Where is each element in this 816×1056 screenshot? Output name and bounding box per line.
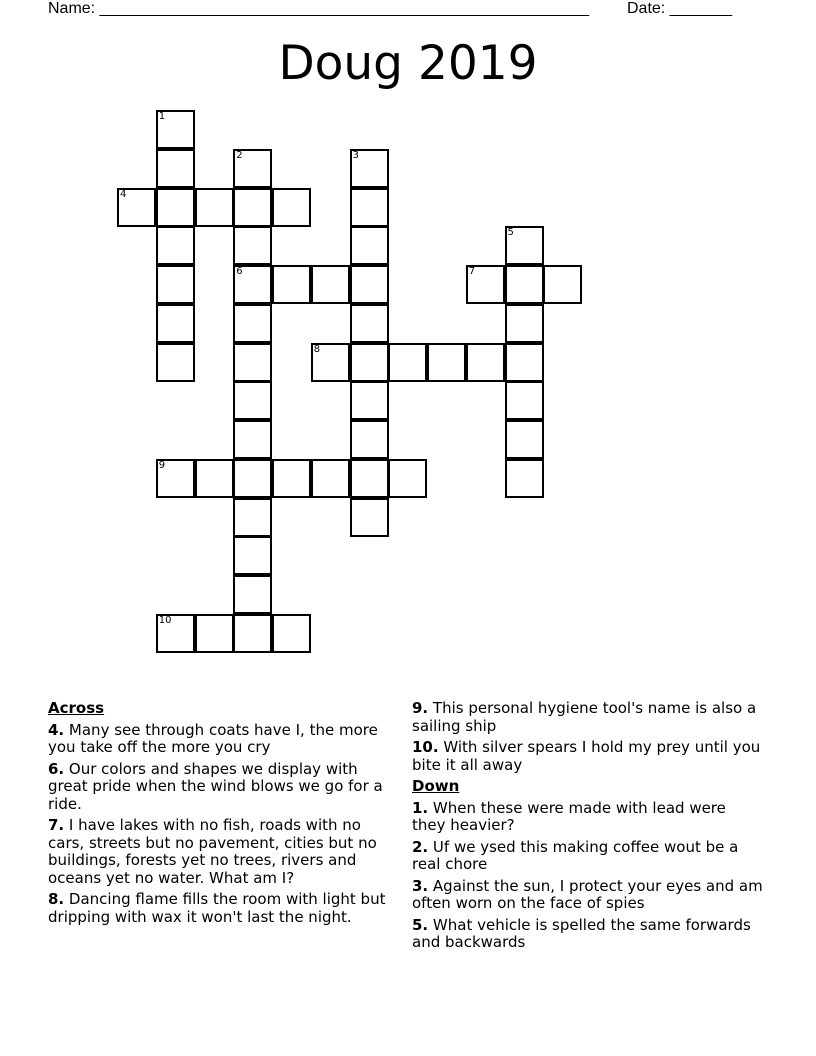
clue-number: 10. xyxy=(412,738,439,756)
clue-text: I have lakes with no fish, roads with no cars, streets but no pavement, cities but no buildings, forests yet no trees, rivers and oceans yet no water. What am I? xyxy=(48,816,377,887)
crossword-cell[interactable] xyxy=(311,459,350,498)
crossword-cell[interactable] xyxy=(388,343,427,382)
clue-down-5 xyxy=(412,917,764,952)
crossword-cell[interactable] xyxy=(156,226,195,265)
crossword-cell[interactable] xyxy=(350,459,389,498)
crossword-cell[interactable] xyxy=(156,459,195,498)
clue-text: Our colors and shapes we display with great pride when the wind blows we go for a ride. xyxy=(48,759,383,813)
crossword-cell[interactable] xyxy=(195,459,234,498)
clue-number-label: 5 xyxy=(507,227,514,239)
clue-across-6 xyxy=(48,761,400,814)
clue-down-1 xyxy=(412,800,764,835)
crossword-cell[interactable] xyxy=(505,226,544,265)
clue-across-7 xyxy=(48,817,400,887)
crossword-cell[interactable] xyxy=(233,420,272,459)
clue-number-label: 4 xyxy=(120,188,127,200)
date-field-label: Date: _______ xyxy=(627,0,732,17)
clue-down-3 xyxy=(412,878,764,913)
clue-number-label: 2 xyxy=(236,149,243,161)
crossword-cell[interactable] xyxy=(543,265,582,304)
clue-across-10 xyxy=(412,739,764,774)
page-title: Doug 2019 xyxy=(278,36,538,91)
clue-number: 1. xyxy=(412,798,429,817)
crossword-cell[interactable] xyxy=(233,149,272,188)
clue-number: 3. xyxy=(412,876,429,895)
crossword-cell[interactable] xyxy=(388,459,427,498)
crossword-cell[interactable] xyxy=(272,188,311,227)
crossword-cell[interactable] xyxy=(466,265,505,304)
clue-number-label: 6 xyxy=(236,266,243,277)
clue-number-label: 1 xyxy=(158,111,166,122)
crossword-cell[interactable] xyxy=(350,381,389,420)
clue-text: Many see through coats have I, the more you take off the more you cry xyxy=(48,720,378,756)
crossword-cell[interactable] xyxy=(156,149,195,188)
crossword-cell[interactable] xyxy=(233,575,272,614)
clue-across-4 xyxy=(48,722,400,757)
crossword-cell[interactable] xyxy=(427,343,466,382)
crossword-cell[interactable] xyxy=(233,381,272,420)
clue-down-2 xyxy=(412,839,764,874)
clue-number: 5. xyxy=(412,915,429,934)
crossword-cell[interactable] xyxy=(156,265,195,304)
crossword-cell[interactable] xyxy=(233,265,272,304)
name-field-label: Name: _______________________________________________________ xyxy=(48,0,589,17)
crossword-cell[interactable] xyxy=(233,498,272,537)
clue-text: Uf we ysed this making coffee wout be a real chore xyxy=(412,837,739,873)
crossword-cell[interactable] xyxy=(233,226,272,265)
clue-number-label: 7 xyxy=(468,266,476,277)
crossword-cell[interactable] xyxy=(505,381,544,420)
clue-across-8 xyxy=(48,891,400,926)
crossword-cell[interactable] xyxy=(233,614,272,653)
clue-number-label: 8 xyxy=(313,343,321,355)
crossword-cell[interactable] xyxy=(350,498,389,537)
clue-number: 9. xyxy=(412,699,429,717)
clue-across-9 xyxy=(412,700,764,735)
crossword-cell[interactable] xyxy=(233,459,272,498)
clue-number: 8. xyxy=(48,890,65,908)
crossword-cell[interactable] xyxy=(505,304,544,343)
crossword-cell[interactable] xyxy=(505,420,544,459)
clue-number: 2. xyxy=(412,837,429,856)
crossword-cell[interactable] xyxy=(350,420,389,459)
crossword-cell[interactable] xyxy=(350,188,389,227)
across-heading: Across xyxy=(48,699,105,717)
crossword-cell[interactable] xyxy=(156,110,195,149)
crossword-cell[interactable] xyxy=(505,265,544,304)
clue-number: 6. xyxy=(48,759,65,778)
crossword-cell[interactable] xyxy=(350,343,389,382)
crossword-cell[interactable] xyxy=(505,343,544,382)
crossword-cell[interactable] xyxy=(156,304,195,343)
clues-right-column xyxy=(412,700,764,956)
clue-number: 7. xyxy=(48,816,65,834)
clue-text: Against the sun, I protect your eyes and am often worn on the face of spies xyxy=(412,876,763,912)
crossword-cell[interactable] xyxy=(233,343,272,382)
crossword-cell[interactable] xyxy=(195,188,234,227)
clue-number: 4. xyxy=(48,720,65,739)
crossword-cell[interactable] xyxy=(233,536,272,575)
crossword-cell[interactable] xyxy=(350,265,389,304)
clue-number-label: 3 xyxy=(352,149,359,161)
crossword-cell[interactable] xyxy=(272,614,311,653)
crossword-cell[interactable] xyxy=(117,188,156,227)
clue-number-label: 10 xyxy=(158,614,172,626)
clue-text: With silver spears I hold my prey until you bite it all away xyxy=(412,738,761,774)
clue-number-label: 9 xyxy=(158,459,166,471)
clue-text: Dancing flame fills the room with light but dripping with wax it won't last the night. xyxy=(48,890,386,926)
clue-text: This personal hygiene tool's name is also a sailing ship xyxy=(412,699,757,735)
clue-text: What vehicle is spelled the same forwards and backwards xyxy=(412,915,751,951)
crossword-cell[interactable] xyxy=(350,149,389,188)
crossword-cell[interactable] xyxy=(272,459,311,498)
crossword-cell[interactable] xyxy=(233,304,272,343)
crossword-cell[interactable] xyxy=(233,188,272,227)
crossword-cell[interactable] xyxy=(350,304,389,343)
crossword-cell[interactable] xyxy=(195,614,234,653)
crossword-cell[interactable] xyxy=(466,343,505,382)
clue-text: When these were made with lead were they heavier? xyxy=(412,798,726,834)
crossword-cell[interactable] xyxy=(505,459,544,498)
crossword-cell[interactable] xyxy=(311,265,350,304)
crossword-cell[interactable] xyxy=(156,343,195,382)
crossword-cell[interactable] xyxy=(156,188,195,227)
down-heading: Down xyxy=(412,777,460,795)
crossword-cell[interactable] xyxy=(156,614,195,653)
clues-left-column xyxy=(48,700,400,930)
crossword-cell[interactable] xyxy=(311,343,350,382)
crossword-cell[interactable] xyxy=(350,226,389,265)
crossword-cell[interactable] xyxy=(272,265,311,304)
